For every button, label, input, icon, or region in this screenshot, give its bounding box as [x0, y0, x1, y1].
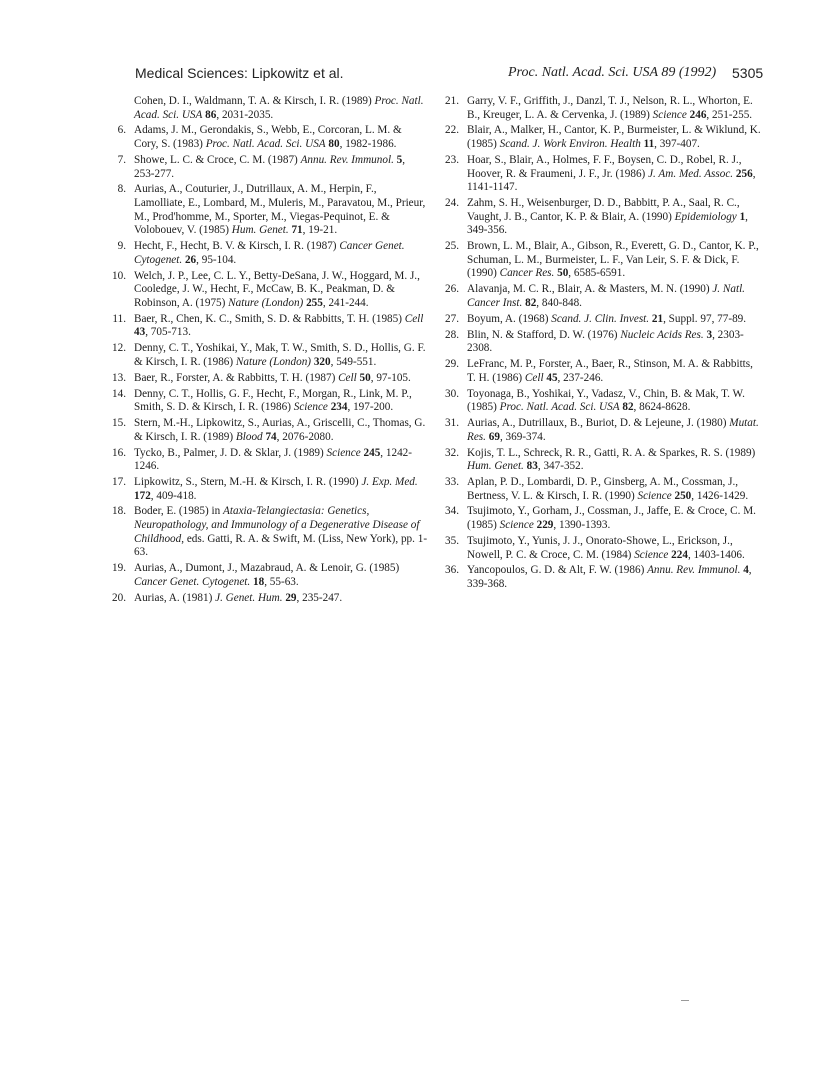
- reference-authors: Lipkowitz, S., Stern, M.-H. & Kirsch, I. R. (1990): [134, 476, 362, 488]
- reference-authors: Tsujimoto, Y., Yunis, J. J., Onorato-Showe, L., Erickson, J., Nowell, P. C. & Croce, C. M. (1984): [467, 534, 733, 561]
- reference-journal: Science: [326, 446, 361, 459]
- reference-entry: [103, 342, 428, 369]
- reference-number: 18.: [112, 505, 126, 518]
- reference-number: 16.: [112, 446, 126, 459]
- reference-entry: [436, 283, 761, 310]
- reference-number: 20.: [112, 591, 126, 604]
- reference-journal: J. Natl. Cancer Inst.: [467, 283, 745, 309]
- reference-pages: 19-21.: [308, 224, 338, 237]
- reference-entry: [103, 417, 428, 444]
- reference-authors: Garry, V. F., Griffith, J., Danzl, T. J., Nelson, R. L., Whorton, E. B., Kreuger, L. A. & Cervenka, J. (1989): [467, 95, 753, 121]
- reference-number: 32.: [445, 446, 459, 459]
- reference-entry: [103, 562, 428, 589]
- reference-text: Kojis, T. L., Schreck, R. R., Gatti, R. A. & Sparkes, R. S. (1989) Hum. Genet. 83, 347-352.: [467, 446, 756, 473]
- reference-number: 19.: [112, 562, 126, 575]
- reference-text: Baer, R., Forster, A. & Rabbitts, T. H. (1987) Cell 50, 97-105.: [134, 371, 411, 384]
- reference-volume: 83: [526, 460, 538, 473]
- reference-authors: Alavanja, M. C. R., Blair, A. & Masters, M. N. (1990): [467, 283, 713, 296]
- reference-volume: 69: [488, 430, 500, 443]
- reference-number: 13.: [112, 371, 126, 384]
- reference-journal: J. Am. Med. Assoc.: [648, 167, 734, 180]
- reference-volume: 229: [536, 519, 554, 532]
- page-mark: [681, 1000, 689, 1001]
- reference-pages: , eds. Gatti, R. A. & Swift, M. (Liss, New York), pp. 1-63.: [134, 532, 428, 559]
- reference-entry: [436, 313, 761, 327]
- reference-journal: Annu. Rev. Immunol.: [647, 564, 741, 577]
- reference-entry: [103, 124, 428, 151]
- reference-journal: Science: [637, 489, 672, 502]
- reference-pages: 253-277.: [134, 167, 175, 180]
- reference-journal: Proc. Natl. Acad. Sci. USA: [499, 401, 620, 414]
- reference-authors: Kojis, T. L., Schreck, R. R., Gatti, R. A. & Sparkes, R. S. (1989): [467, 446, 756, 459]
- references-left-column: [103, 95, 428, 608]
- reference-number: 28.: [445, 328, 459, 341]
- reference-pages: 339-368.: [467, 578, 508, 591]
- reference-pages: 397-407.: [659, 138, 700, 151]
- reference-authors: Baer, R., Chen, K. C., Smith, S. D. & Rabbitts, T. H. (1985): [134, 312, 405, 325]
- reference-authors: Blair, A., Malker, H., Cantor, K. P., Burmeister, L. & Wiklund, K. (1985): [467, 124, 761, 151]
- reference-pages: 369-374.: [505, 430, 546, 443]
- reference-pages: , Suppl. 97, 77-89.: [663, 312, 747, 325]
- reference-volume: 3: [706, 328, 713, 341]
- reference-pages: 235-247.: [302, 591, 343, 604]
- reference-entry: [436, 505, 761, 532]
- reference-text: Aplan, P. D., Lombardi, D. P., Ginsberg, A. M., Cossman, J., Bertness, V. L. & Kirsch, I. R. (1990) Science 250, 1426-1429.: [467, 476, 749, 502]
- reference-volume: 245: [363, 446, 381, 459]
- reference-volume: 234: [330, 401, 348, 414]
- reference-pages: 2031-2035.: [221, 108, 274, 121]
- reference-journal: Nature (London): [228, 296, 304, 309]
- reference-number: 23.: [445, 153, 459, 166]
- reference-authors: Showe, L. C. & Croce, C. M. (1987): [134, 153, 301, 166]
- reference-number: 8.: [117, 183, 126, 196]
- reference-text: Denny, C. T., Yoshikai, Y., Mak, T. W., Smith, S. D., Hollis, G. F. & Kirsch, I. R. (1986) Nature (London) 320, 549-551.: [134, 342, 426, 368]
- reference-pages: 1390-1393.: [558, 519, 611, 532]
- reference-volume: 43: [134, 326, 146, 339]
- reference-authors: Aurias, A. (1981): [134, 591, 216, 604]
- reference-volume: 82: [622, 401, 634, 414]
- reference-number: 22.: [445, 124, 459, 137]
- reference-text: Zahm, S. H., Weisenburger, D. D., Babbitt, P. A., Saal, R. C., Vaught, J. B., Cantor, K. P. & Blair, A. (1990) Epidemiology 1, 349-356.: [467, 197, 748, 237]
- reference-journal: Cancer Res.: [499, 267, 555, 280]
- reference-entry: [103, 270, 428, 311]
- reference-authors: Zahm, S. H., Weisenburger, D. D., Babbitt, P. A., Saal, R. C., Vaught, J. B., Cantor, K. P. & Blair, A. (1990): [467, 197, 740, 223]
- reference-text: Alavanja, M. C. R., Blair, A. & Masters, M. N. (1990) J. Natl. Cancer Inst. 82, 840-848.: [467, 283, 745, 309]
- reference-text: Tycko, B., Palmer, J. D. & Sklar, J. (1989) Science 245, 1242-1246.: [134, 446, 412, 473]
- reference-entry: [436, 564, 761, 591]
- reference-number: 35.: [445, 534, 459, 547]
- reference-number: 30.: [445, 387, 459, 400]
- reference-entry: [103, 240, 428, 267]
- reference-authors: Denny, C. T., Hollis, G. F., Hecht, F., Morgan, R., Link, M. P., Smith, S. D. & Kirsch, I. R. (1986): [134, 387, 412, 414]
- reference-text: Stern, M.-H., Lipkowitz, S., Aurias, A., Griscelli, C., Thomas, G. & Kirsch, I. R. (1989) Blood 74, 2076-2080.: [134, 417, 426, 443]
- reference-number: 29.: [445, 358, 459, 371]
- reference-journal: Science: [499, 519, 534, 532]
- reference-text: Aurias, A., Couturier, J., Dutrillaux, A. M., Herpin, F., Lamolliate, E., Lombard, M., Muleris, M., Paravatou, M., Prieur, M., Prod'homme, M., Sporter, M., Viegas-Pequinot, E. & Volobouev, V. (1985) Hum. Genet. 71, 19-21.: [134, 183, 426, 237]
- reference-pages: 1242-1246.: [134, 446, 412, 473]
- reference-pages: 251-255.: [712, 108, 753, 121]
- reference-entry: [103, 476, 428, 503]
- reference-pages: 8624-8628.: [639, 401, 691, 414]
- reference-text: Baer, R., Chen, K. C., Smith, S. D. & Rabbitts, T. H. (1985) Cell 43, 705-713.: [134, 312, 424, 339]
- reference-pages: 2303-2308.: [467, 328, 744, 355]
- reference-journal: Cell: [524, 371, 544, 384]
- reference-entry: [436, 95, 761, 122]
- reference-pages: 97-105.: [376, 371, 411, 384]
- reference-text: Tsujimoto, Y., Gorham, J., Cossman, J., Jaffe, E. & Croce, C. M. (1985) Science 229, 1390-1393.: [467, 505, 756, 532]
- reference-number: 26.: [445, 283, 459, 296]
- reference-volume: 80: [328, 138, 340, 151]
- reference-number: 6.: [117, 124, 126, 137]
- reference-pages: 1982-1986.: [345, 138, 397, 151]
- reference-number: 33.: [445, 476, 459, 488]
- reference-text: Hoar, S., Blair, A., Holmes, F. F., Boysen, C. D., Robel, R. J., Hoover, R. & Fraumeni, J. F., Jr. (1986) J. Am. Med. Assoc. 256, 1141-1147.: [467, 153, 756, 194]
- reference-pages: 197-200.: [353, 401, 394, 414]
- reference-number: 17.: [112, 476, 126, 488]
- reference-pages: 55-63.: [269, 575, 299, 588]
- reference-entry: [436, 240, 761, 281]
- reference-authors: Denny, C. T., Yoshikai, Y., Mak, T. W., Smith, S. D., Hollis, G. F. & Kirsch, I. R. (1986): [134, 342, 426, 368]
- reference-authors: Hecht, F., Hecht, B. V. & Kirsch, I. R. (1987): [134, 240, 340, 253]
- reference-volume: 74: [265, 430, 277, 443]
- reference-number: 15.: [112, 417, 126, 430]
- reference-volume: 255: [306, 296, 323, 309]
- reference-pages: 705-713.: [150, 326, 191, 339]
- reference-entry: [103, 313, 428, 340]
- reference-entry: [436, 535, 761, 562]
- reference-authors: Boyum, A. (1968): [467, 312, 552, 325]
- reference-entry: [103, 505, 428, 559]
- reference-volume: 21: [651, 312, 664, 325]
- reference-authors: Aurias, A., Dutrillaux, B., Buriot, D. & Lejeune, J. (1980): [467, 417, 730, 430]
- reference-text: Garry, V. F., Griffith, J., Danzl, T. J., Nelson, R. L., Whorton, E. B., Kreuger, L. A. & Cervenka, J. (1989) Science 246, 251-255.: [467, 95, 753, 121]
- reference-journal: Mutat. Res.: [467, 417, 759, 443]
- reference-pages: 1141-1147.: [467, 181, 518, 194]
- reference-volume: 50: [557, 267, 569, 280]
- reference-authors: Aurias, A., Dumont, J., Mazabraud, A. & Lenoir, G. (1985): [134, 562, 400, 575]
- reference-entry: [436, 388, 761, 415]
- reference-number: 21.: [445, 95, 459, 107]
- reference-authors: Adams, J. M., Gerondakis, S., Webb, E., Corcoran, L. M. & Cory, S. (1983): [134, 124, 402, 151]
- reference-number: 24.: [445, 197, 459, 210]
- reference-volume: 26: [184, 253, 197, 266]
- references-right-column: [436, 95, 761, 594]
- reference-text: [134, 505, 428, 559]
- reference-text: Denny, C. T., Hollis, G. F., Hecht, F., Morgan, R., Link, M. P., Smith, S. D. & Kirsch, I. R. (1986) Science 234, 197-200.: [134, 387, 412, 414]
- reference-journal: Cell: [404, 312, 424, 325]
- reference-number: 7.: [117, 153, 126, 166]
- reference-journal: Blood: [235, 430, 263, 443]
- reference-authors: Hoar, S., Blair, A., Holmes, F. F., Boysen, C. D., Robel, R. J., Hoover, R. & Fraumeni, J. F., Jr. (1986): [467, 153, 742, 180]
- reference-volume: 71: [291, 224, 303, 237]
- reference-number: 10.: [112, 269, 126, 282]
- reference-text: Adams, J. M., Gerondakis, S., Webb, E., Corcoran, L. M. & Cory, S. (1983) Proc. Natl. Acad. Sci. USA 80, 1982-1986.: [134, 124, 402, 151]
- reference-authors: LeFranc, M. P., Forster, A., Baer, R., Stinson, M. A. & Rabbitts, T. H. (1986): [467, 358, 753, 384]
- reference-entry: [103, 372, 428, 386]
- reference-authors: Brown, L. M., Blair, A., Gibson, R., Everett, G. D., Cantor, K. P., Schuman, L. M., Burmeister, L. F., Van Leir, S. F. & Dick, F. (1990): [467, 240, 759, 280]
- reference-number: 9.: [117, 240, 126, 253]
- running-header-section: Medical Sciences: Lipkowitz et al.: [135, 65, 344, 81]
- reference-authors: Cohen, D. I., Waldmann, T. A. & Kirsch, I. R. (1989): [134, 95, 375, 107]
- reference-number: 12.: [112, 342, 126, 355]
- reference-text: [467, 313, 761, 327]
- reference-text: Cohen, D. I., Waldmann, T. A. & Kirsch, I. R. (1989) Proc. Natl. Acad. Sci. USA 86, 2031-2035.: [134, 95, 424, 121]
- reference-pages: 2076-2080.: [282, 430, 334, 443]
- reference-entry: [103, 154, 428, 181]
- reference-journal: Science: [293, 401, 328, 414]
- reference-authors: Baer, R., Forster, A. & Rabbitts, T. H. (1987): [134, 371, 339, 384]
- reference-pages: 409-418.: [156, 489, 197, 502]
- reference-journal: Hum. Genet.: [231, 224, 289, 237]
- reference-text: Yancopoulos, G. D. & Alt, F. W. (1986) Annu. Rev. Immunol. 4, 339-368.: [467, 564, 752, 591]
- reference-entry: [436, 447, 761, 474]
- reference-journal: Scand. J. Clin. Invest.: [551, 312, 650, 325]
- reference-entry: [103, 183, 428, 237]
- reference-volume: 250: [674, 489, 692, 502]
- reference-text: Welch, J. P., Lee, C. L. Y., Betty-DeSana, J. W., Hoggard, M. J., Cooledge, J. W., Hecht, F., McCaw, B. K., Peakman, D. & Robinson, A. (1975) Nature (London) 255, 241-244.: [134, 269, 420, 309]
- reference-journal: Science: [652, 108, 687, 121]
- reference-authors: Aplan, P. D., Lombardi, D. P., Ginsberg, A. M., Cossman, J., Bertness, V. L. & Kirsch, I. R. (1990): [467, 476, 739, 502]
- reference-authors: Yancopoulos, G. D. & Alt, F. W. (1986): [467, 564, 648, 577]
- reference-volume: 320: [313, 355, 331, 368]
- reference-journal: Annu. Rev. Immunol.: [300, 153, 394, 166]
- reference-journal: Cancer Genet. Cytogenet.: [134, 575, 251, 588]
- reference-authors: Aurias, A., Couturier, J., Dutrillaux, A. M., Herpin, F., Lamolliate, E., Lombard, M., Muleris, M., Paravatou, M., Prieur, M., Prod'homme, M., Sporter, M., Viegas-Pequinot, E. & Volobouev, V. (1985): [134, 183, 426, 237]
- reference-text: Hecht, F., Hecht, B. V. & Kirsch, I. R. (1987) Cancer Genet. Cytogenet. 26, 95-104.: [134, 240, 405, 266]
- reference-journal: Scand. J. Work Environ. Health: [499, 138, 641, 151]
- reference-pages: 1426-1429.: [696, 489, 749, 502]
- reference-volume: 246: [689, 108, 707, 121]
- reference-journal: Hum. Genet.: [467, 460, 524, 473]
- reference-pages: 549-551.: [336, 355, 377, 368]
- reference-journal: J. Genet. Hum.: [215, 591, 283, 604]
- reference-text: Lipkowitz, S., Stern, M.-H. & Kirsch, I. R. (1990) J. Exp. Med. 172, 409-418.: [134, 476, 418, 502]
- reference-pages: 237-246.: [563, 371, 604, 384]
- reference-entry: [436, 124, 761, 151]
- reference-pages: 95-104.: [201, 253, 237, 266]
- reference-authors: Tsujimoto, Y., Gorham, J., Cossman, J., Jaffe, E. & Croce, C. M. (1985): [467, 505, 756, 532]
- reference-entry: [103, 592, 428, 606]
- reference-number: 11.: [112, 312, 126, 325]
- reference-pages: 349-356.: [467, 224, 508, 237]
- reference-number: 14.: [112, 387, 126, 400]
- reference-volume: 4: [743, 564, 749, 577]
- reference-number: 27.: [445, 312, 459, 325]
- reference-volume: 11: [643, 138, 655, 151]
- reference-authors: Stern, M.-H., Lipkowitz, S., Aurias, A., Griscelli, C., Thomas, G. & Kirsch, I. R. (1989): [134, 417, 426, 443]
- reference-authors: Welch, J. P., Lee, C. L. Y., Betty-DeSana, J. W., Hoggard, M. J., Cooledge, J. W., Hecht, F., McCaw, B. K., Peakman, D. & Robinson, A. (1975): [134, 269, 420, 309]
- reference-text: Toyonaga, B., Yoshikai, Y., Vadasz, V., Chin, B. & Mak, T. W. (1985) Proc. Natl. Acad. Sci. USA 82, 8624-8628.: [467, 387, 745, 414]
- reference-entry: [436, 476, 761, 503]
- page-number: 5305: [732, 65, 764, 81]
- reference-entry: [103, 447, 428, 474]
- reference-text: Blin, N. & Stafford, D. W. (1976) Nucleic Acids Res. 3, 2303-2308.: [467, 328, 744, 355]
- reference-text: Aurias, A. (1981) J. Genet. Hum. 29, 235-247.: [134, 591, 343, 604]
- reference-journal: Proc. Natl. Acad. Sci. USA: [134, 95, 424, 121]
- reference-entry: [436, 197, 761, 238]
- running-header-journal: Proc. Natl. Acad. Sci. USA 89 (1992): [508, 65, 717, 80]
- reference-entry: [103, 95, 428, 122]
- reference-volume: 5: [396, 153, 403, 166]
- reference-journal: Science: [634, 548, 669, 561]
- reference-entry: [436, 154, 761, 195]
- reference-journal: Ataxia-Telangiectasia: Genetics, Neuropathology, and Immunology of a Degenerative Disease of Childhood: [134, 505, 420, 545]
- reference-volume: 224: [671, 548, 688, 561]
- reference-volume: 18: [253, 575, 265, 588]
- reference-entry: [436, 329, 761, 356]
- reference-volume: 82: [525, 296, 537, 309]
- reference-number: 31.: [445, 417, 459, 430]
- reference-pages: 1403-1406.: [693, 548, 745, 561]
- reference-volume: 50: [359, 371, 371, 384]
- reference-volume: 172: [134, 489, 151, 502]
- reference-journal: Nucleic Acids Res.: [620, 328, 704, 341]
- reference-volume: 256: [735, 167, 753, 180]
- reference-volume: 45: [546, 371, 558, 384]
- reference-authors: Blin, N. & Stafford, D. W. (1976): [467, 328, 621, 341]
- reference-journal: Epidemiology: [674, 210, 737, 223]
- reference-text: Brown, L. M., Blair, A., Gibson, R., Everett, G. D., Cantor, K. P., Schuman, L. M., Burmeister, L. F., Van Leir, S. F. & Dick, F. (1990) Cancer Res. 50, 6585-6591.: [467, 240, 759, 280]
- reference-authors: Toyonaga, B., Yoshikai, Y., Vadasz, V., Chin, B. & Mak, T. W. (1985): [467, 387, 745, 414]
- reference-volume: 1: [739, 210, 746, 223]
- reference-number: 25.: [445, 240, 459, 253]
- reference-pages: 347-352.: [543, 460, 584, 473]
- reference-journal: Proc. Natl. Acad. Sci. USA: [205, 138, 326, 151]
- reference-journal: Cell: [338, 371, 357, 384]
- reference-text: Aurias, A., Dumont, J., Mazabraud, A. & Lenoir, G. (1985) Cancer Genet. Cytogenet. 18, 55-63.: [134, 562, 400, 588]
- reference-number: 34.: [445, 505, 459, 518]
- reference-text: Tsujimoto, Y., Yunis, J. J., Onorato-Showe, L., Erickson, J., Nowell, P. C. & Croce, C. M. (1984) Science 224, 1403-1406.: [467, 534, 745, 561]
- reference-volume: 29: [285, 591, 297, 604]
- reference-entry: [103, 388, 428, 415]
- reference-pages: 6585-6591.: [573, 267, 626, 280]
- reference-journal: Nature (London): [235, 355, 312, 368]
- reference-entry: [436, 358, 761, 385]
- reference-authors: Boder, E. (1985) in: [134, 505, 224, 518]
- reference-volume: 86: [205, 108, 217, 121]
- reference-number: 36.: [445, 564, 459, 577]
- reference-pages: 840-848.: [541, 296, 582, 309]
- reference-journal: J. Exp. Med.: [361, 476, 418, 488]
- reference-text: Blair, A., Malker, H., Cantor, K. P., Burmeister, L. & Wiklund, K. (1985) Scand. J. Work Environ. Health 11, 397-407.: [467, 124, 761, 151]
- reference-authors: Tycko, B., Palmer, J. D. & Sklar, J. (1989): [134, 446, 327, 459]
- reference-journal: Cancer Genet. Cytogenet.: [134, 240, 405, 266]
- reference-text: LeFranc, M. P., Forster, A., Baer, R., Stinson, M. A. & Rabbitts, T. H. (1986) Cell 45, 237-246.: [467, 358, 753, 384]
- reference-text: Aurias, A., Dutrillaux, B., Buriot, D. & Lejeune, J. (1980) Mutat. Res. 69, 369-374.: [467, 417, 759, 443]
- reference-entry: [436, 417, 761, 444]
- reference-pages: 241-244.: [328, 296, 369, 309]
- reference-text: Showe, L. C. & Croce, C. M. (1987) Annu. Rev. Immunol. 5, 253-277.: [134, 153, 406, 180]
